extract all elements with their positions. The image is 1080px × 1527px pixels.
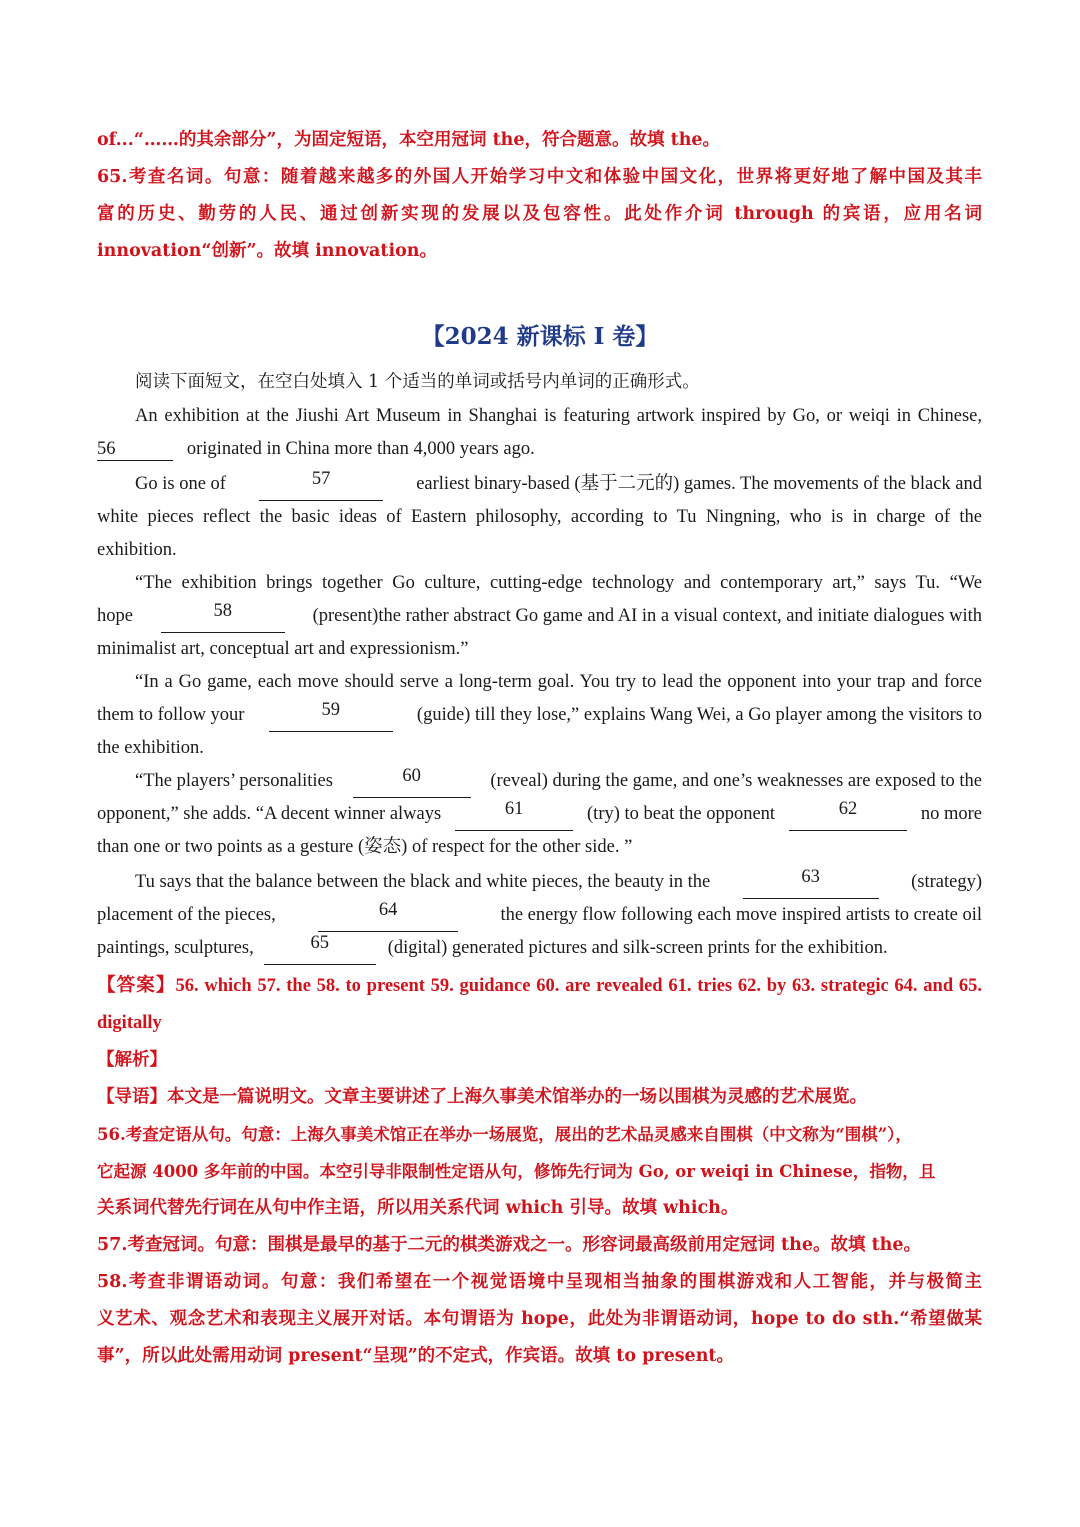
blank-65[interactable]: 65 (264, 932, 376, 965)
q57: 57.考查冠词。句意：围棋是最早的基于二元的棋类游戏之一。形容词最高级前用定冠词 the。故填 the。 (97, 1235, 922, 1255)
q58-line-1: 58.考查非谓语动词。句意：我们希望在一个视觉语境中呈现相当抽象的围棋游戏和人工智能，并与极简主 (97, 1272, 982, 1292)
blank-60[interactable]: 60 (353, 765, 471, 798)
q58-line-2: 义艺术、观念艺术和表现主义展开对话。本句谓语为 hope，此处为非谓语动词，hope to do sth.“希望做某 (97, 1309, 982, 1329)
section-title: 【2024 新课标 I 卷】 (421, 323, 659, 350)
q65-line-2: 富的历史、勤劳的人民、通过创新实现的发展以及包容性。此处作介词 through 的宾语，应用名词 (97, 204, 982, 224)
blank-64[interactable]: 64 (318, 899, 458, 932)
q65-line-3: innovation“创新”。故填 innovation。 (97, 241, 438, 261)
answer-line-2: digitally (97, 1013, 162, 1033)
blank-59[interactable]: 59 (269, 699, 393, 732)
q58-line-3: 事”，所以此处需用动词 present“呈现”的不定式，作宾语。故填 to present。 (97, 1346, 734, 1366)
passage-p2-line2: white pieces reflect the basic ideas of Eastern philosophy, according to Tu Ningning, who is in charge of the (97, 507, 982, 527)
passage-p2-line1: Go is one of 57 earliest binary-based (基于二元的) games. The movements of the black and (97, 468, 982, 501)
passage-p4-line2: them to follow your 59 (guide) till they lose,” explains Wang Wei, a Go player among the visitors to (97, 699, 982, 732)
blank-62[interactable]: 62 (789, 798, 907, 831)
blank-56[interactable]: 56 (97, 438, 173, 461)
passage-p1-line2: 56 originated in China more than 4,000 years ago. (97, 439, 535, 459)
passage-p2-line3: exhibition. (97, 540, 177, 560)
passage-p5-line2: opponent,” she adds. “A decent winner always 61 (try) to beat the opponent 62 no more (97, 798, 982, 831)
passage-p5-line1: “The players’ personalities 60 (reveal) during the game, and one’s weaknesses are exposed to the (97, 765, 982, 798)
analysis-guide: 【导语】本文是一篇说明文。文章主要讲述了上海久事美术馆举办的一场以围棋为灵感的艺术展览。 (97, 1087, 867, 1107)
passage-p4-line3: the exhibition. (97, 738, 204, 758)
answer-line-1: 【答案】56. which 57. the 58. to present 59. guidance 60. are revealed 61. tries 62. by 63. strategic 64. and 65. (97, 976, 982, 996)
passage-p6-line2: placement of the pieces, 64 the energy flow following each move inspired artists to create oil (97, 899, 982, 932)
analysis-heading: 【解析】 (97, 1050, 167, 1070)
blank-63[interactable]: 63 (743, 866, 879, 899)
prev-line-1: of...“……的其余部分”，为固定短语，本空用冠词 the，符合题意。故填 the。 (97, 130, 721, 150)
passage-p5-line3: than one or two points as a gesture (姿态) of respect for the other side. ” (97, 837, 633, 857)
blank-61[interactable]: 61 (455, 798, 573, 831)
passage-p3-line2: hope 58 (present)the rather abstract Go game and AI in a visual context, and initiate dialogues with (97, 600, 982, 633)
q65-line-1: 65.考查名词。句意：随着越来越多的外国人开始学习中文和体验中国文化，世界将更好地了解中国及其丰 (97, 167, 982, 187)
q56-line-1: 56.考查定语从句。句意：上海久事美术馆正在举办一场展览，展出的艺术品灵感来自围棋（中文称为“围棋”）， (97, 1125, 912, 1144)
instruction: 阅读下面短文，在空白处填入 1 个适当的单词或括号内单词的正确形式。 (135, 372, 700, 392)
passage-p3-line3: minimalist art, conceptual art and expressionism.” (97, 639, 469, 659)
blank-58[interactable]: 58 (161, 600, 285, 633)
answer-section (97, 968, 982, 1375)
q56-line-3: 关系词代替先行词在从句中作主语，所以用关系代词 which 引导。故填 which。 (97, 1198, 739, 1218)
passage-p4-line1: “In a Go game, each move should serve a long-term goal. You try to lead the opponent into your trap and force (135, 672, 982, 692)
previous-explanation (97, 122, 982, 270)
passage (97, 364, 982, 965)
passage-p1-line1: An exhibition at the Jiushi Art Museum in Shanghai is featuring artwork inspired by Go, or weiqi in Chinese, (135, 406, 982, 426)
blank-57[interactable]: 57 (259, 468, 383, 501)
passage-p3-line1: “The exhibition brings together Go culture, cutting-edge technology and contemporary art,” says Tu. “We (135, 573, 982, 593)
passage-p6-line3: paintings, sculptures, 65 (digital) generated pictures and silk-screen prints for the exhibition. (97, 932, 982, 965)
q56-line-2: 它起源 4000 多年前的中国。本空引导非限制性定语从句，修饰先行词为 Go, or weiqi in Chinese，指物，且 (97, 1162, 936, 1181)
passage-p6-line1: Tu says that the balance between the black and white pieces, the beauty in the 63 (strategy) (97, 866, 982, 899)
